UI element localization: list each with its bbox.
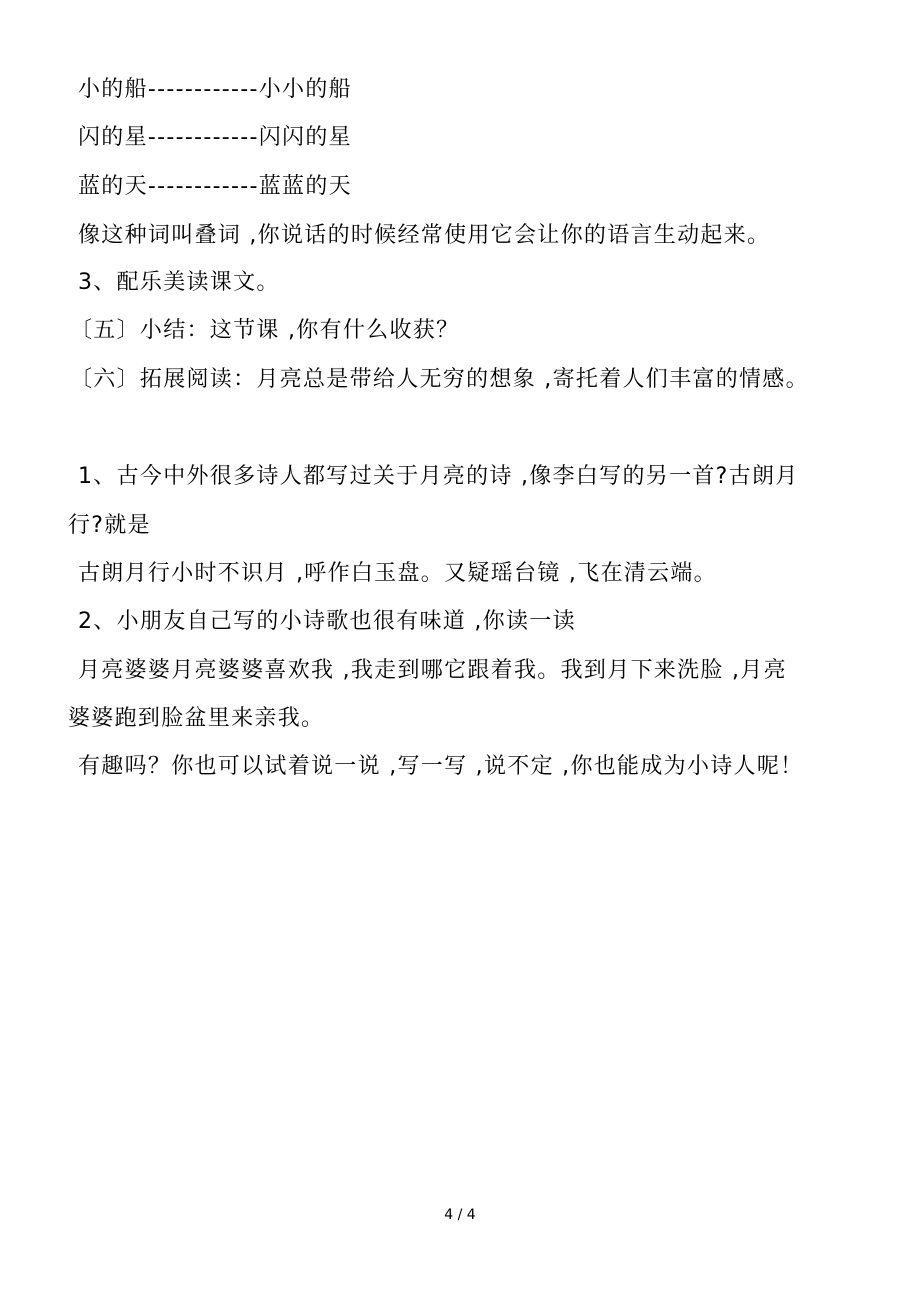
text-line-children-poem: 2、小朋友自己写的小诗歌也很有味道 ,你读一读	[78, 609, 576, 634]
text-line-poets-moon: 1、古今中外很多诗人都写过关于月亮的诗 ,像李白写的另一首?古朗月	[78, 464, 799, 489]
text-line-reduplication-boat: 小的船------------小小的船	[78, 77, 352, 102]
text-line-reduplication-star: 闪的星------------闪闪的星	[78, 125, 352, 150]
text-line-poets-moon-continued: 行?就是	[68, 513, 151, 538]
text-line-read-aloud: 3、配乐美读课文。	[78, 270, 280, 295]
text-line-reduplication-explanation: 像这种词叫叠词 ,你说话的时候经常使用它会让你的语言生动起来。	[78, 223, 771, 248]
text-line-moon-grandma-poem: 月亮婆婆月亮婆婆喜欢我 ,我走到哪它跟着我。我到月下来洗脸 ,月亮	[78, 658, 787, 683]
text-line-closing-question: 有趣吗？你也可以试着说一说 ,写一写 ,说不定 ,你也能成为小诗人呢！	[78, 754, 804, 779]
text-line-moon-grandma-poem-continued: 婆婆跑到脸盆里来亲我。	[68, 706, 325, 731]
text-line-reduplication-sky: 蓝的天------------蓝蓝的天	[78, 174, 352, 199]
section-heading-summary: 〔五〕小结：这节课 ,你有什么收获？	[70, 318, 460, 343]
section-heading-extended-reading: 〔六〕拓展阅读：月亮总是带给人无穷的想象 ,寄托着人们丰富的情感。	[70, 367, 809, 392]
text-line-poem-gulangyuexing: 古朗月行小时不识月 ,呼作白玉盘。又疑瑶台镜 ,飞在清云端。	[78, 561, 717, 586]
page-number: 4 / 4	[444, 1207, 476, 1223]
